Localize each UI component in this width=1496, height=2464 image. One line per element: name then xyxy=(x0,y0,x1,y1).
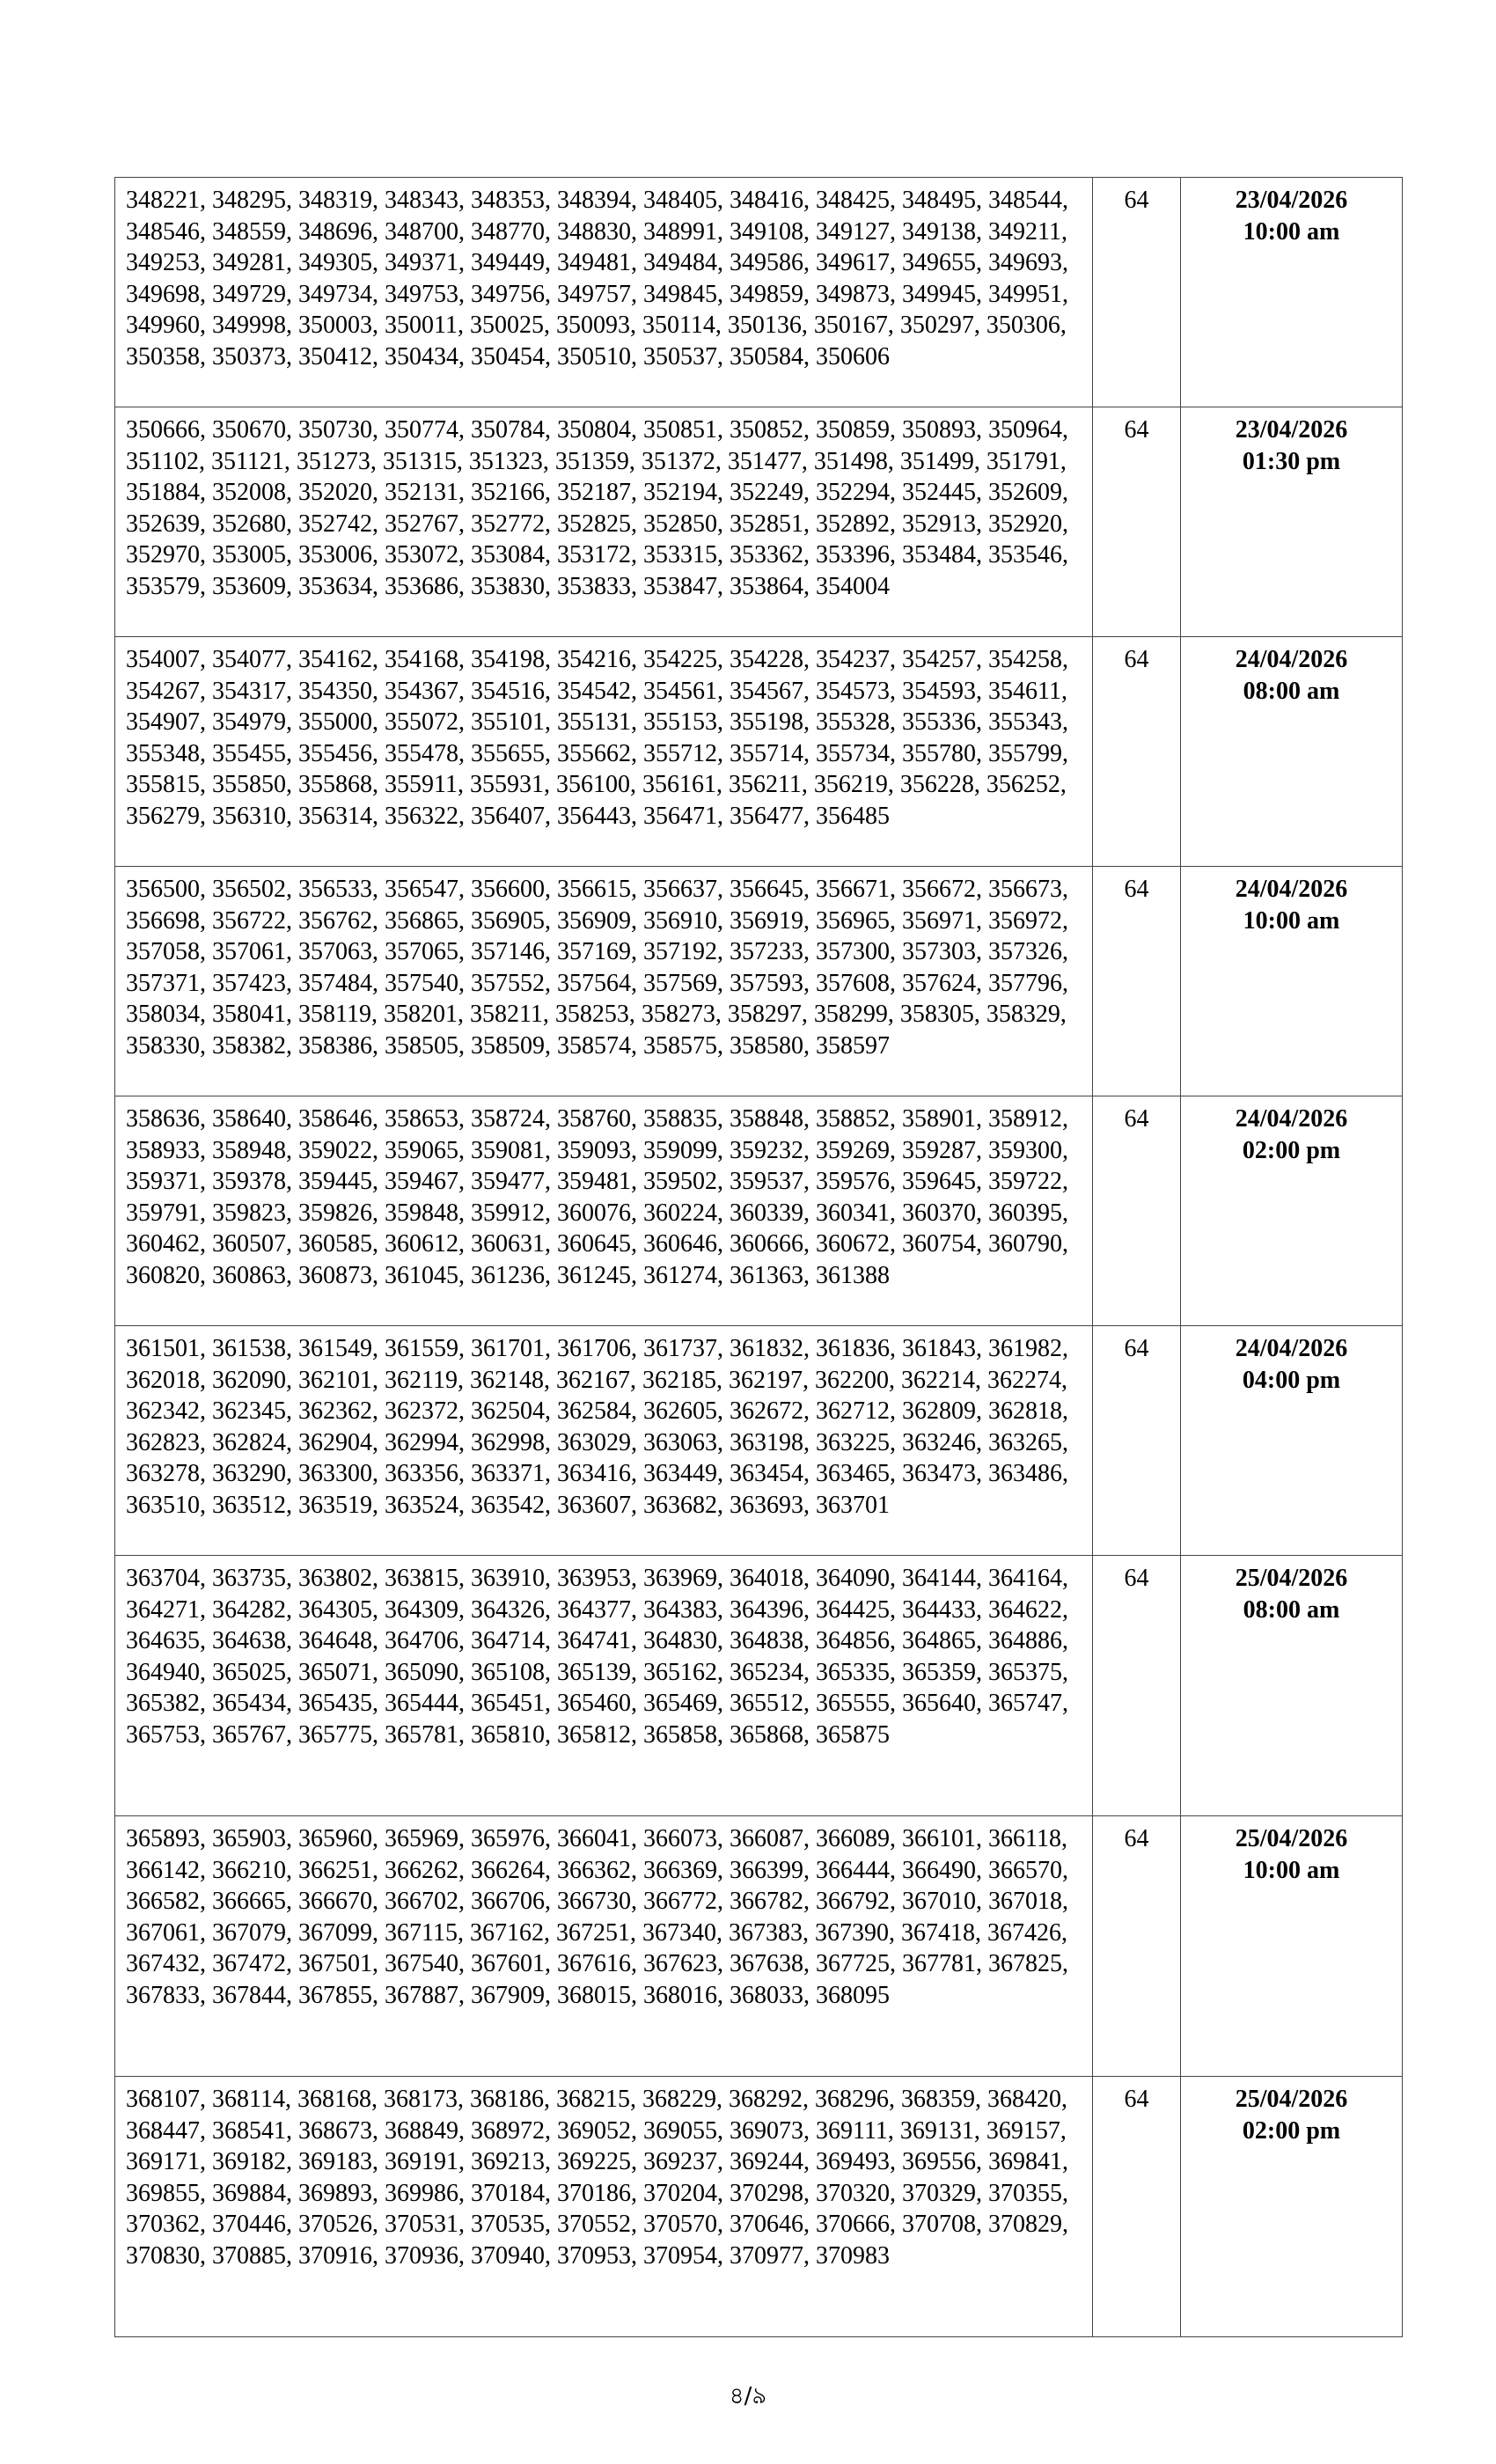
date-time-cell xyxy=(1181,1326,1403,1556)
exam-date: 23/04/2026 xyxy=(1235,187,1348,214)
candidate-count-cell: 64 xyxy=(1093,1556,1181,1816)
date-time-cell xyxy=(1181,407,1403,637)
candidate-count-cell: 64 xyxy=(1093,1816,1181,2077)
date-time-cell xyxy=(1181,178,1403,407)
roll-numbers-cell: 363704, 363735, 363802, 363815, 363910, 363953, 363969, 364018, 364090, 364144, 364164, 364271, 364282, 364305, 364309, 364326, 364377, 364383, 364396, 364425, 364433, 364622, 364635, 364638, 364648, 364706, 364714, 364741, 364830, 364838, 364856, 364865, 364886, 364940, 365025, 365071, 365090, 365108, 365139, 365162, 365234, 365335, 365359, 365375, 365382, 365434, 365435, 365444, 365451, 365460, 365469, 365512, 365555, 365640, 365747, 365753, 365767, 365775, 365781, 365810, 365812, 365858, 365868, 365875 xyxy=(115,1556,1093,1816)
candidate-count-cell: 64 xyxy=(1093,867,1181,1096)
table-row xyxy=(115,407,1403,637)
date-time-cell xyxy=(1181,1096,1403,1326)
candidate-count-cell: 64 xyxy=(1093,1326,1181,1556)
table-row xyxy=(115,178,1403,407)
table-row xyxy=(115,2077,1403,2337)
candidate-count-cell: 64 xyxy=(1093,637,1181,867)
page-number: ৪/৯ xyxy=(729,2383,767,2409)
table-row xyxy=(115,637,1403,867)
exam-time: 02:00 pm xyxy=(1242,1136,1341,1164)
date-time-cell xyxy=(1181,867,1403,1096)
roll-numbers-cell: 348221, 348295, 348319, 348343, 348353, 348394, 348405, 348416, 348425, 348495, 348544, 348546, 348559, 348696, 348700, 348770, 348830, 348991, 349108, 349127, 349138, 349211, 349253, 349281, 349305, 349371, 349449, 349481, 349484, 349586, 349617, 349655, 349693, 349698, 349729, 349734, 349753, 349756, 349757, 349845, 349859, 349873, 349945, 349951, 349960, 349998, 350003, 350011, 350025, 350093, 350114, 350136, 350167, 350297, 350306, 350358, 350373, 350412, 350434, 350454, 350510, 350537, 350584, 350606 xyxy=(115,178,1093,407)
candidate-count-cell: 64 xyxy=(1093,2077,1181,2337)
table-row xyxy=(115,1556,1403,1816)
exam-time: 10:00 am xyxy=(1243,906,1340,935)
roll-numbers-cell: 350666, 350670, 350730, 350774, 350784, 350804, 350851, 350852, 350859, 350893, 350964, 351102, 351121, 351273, 351315, 351323, 351359, 351372, 351477, 351498, 351499, 351791, 351884, 352008, 352020, 352131, 352166, 352187, 352194, 352249, 352294, 352445, 352609, 352639, 352680, 352742, 352767, 352772, 352825, 352850, 352851, 352892, 352913, 352920, 352970, 353005, 353006, 353072, 353084, 353172, 353315, 353362, 353396, 353484, 353546, 353579, 353609, 353634, 353686, 353830, 353833, 353847, 353864, 354004 xyxy=(115,407,1093,637)
exam-date: 24/04/2026 xyxy=(1235,1335,1348,1362)
roll-numbers-cell: 358636, 358640, 358646, 358653, 358724, 358760, 358835, 358848, 358852, 358901, 358912, 358933, 358948, 359022, 359065, 359081, 359093, 359099, 359232, 359269, 359287, 359300, 359371, 359378, 359445, 359467, 359477, 359481, 359502, 359537, 359576, 359645, 359722, 359791, 359823, 359826, 359848, 359912, 360076, 360224, 360339, 360341, 360370, 360395, 360462, 360507, 360585, 360612, 360631, 360645, 360646, 360666, 360672, 360754, 360790, 360820, 360863, 360873, 361045, 361236, 361245, 361274, 361363, 361388 xyxy=(115,1096,1093,1326)
table-row xyxy=(115,1326,1403,1556)
exam-date: 24/04/2026 xyxy=(1235,1105,1348,1133)
roll-numbers-cell: 365893, 365903, 365960, 365969, 365976, 366041, 366073, 366087, 366089, 366101, 366118, 366142, 366210, 366251, 366262, 366264, 366362, 366369, 366399, 366444, 366490, 366570, 366582, 366665, 366670, 366702, 366706, 366730, 366772, 366782, 366792, 367010, 367018, 367061, 367079, 367099, 367115, 367162, 367251, 367340, 367383, 367390, 367418, 367426, 367432, 367472, 367501, 367540, 367601, 367616, 367623, 367638, 367725, 367781, 367825, 367833, 367844, 367855, 367887, 367909, 368015, 368016, 368033, 368095 xyxy=(115,1816,1093,2077)
date-time-cell xyxy=(1181,637,1403,867)
exam-date: 24/04/2026 xyxy=(1235,876,1348,903)
date-time-cell xyxy=(1181,1816,1403,2077)
date-time-cell xyxy=(1181,1556,1403,1816)
exam-time: 01:30 pm xyxy=(1242,447,1341,475)
exam-time: 04:00 pm xyxy=(1242,1366,1341,1394)
exam-date: 23/04/2026 xyxy=(1235,416,1348,444)
exam-date: 24/04/2026 xyxy=(1235,646,1348,673)
candidate-count-cell: 64 xyxy=(1093,407,1181,637)
exam-time: 08:00 am xyxy=(1243,677,1340,705)
exam-time: 02:00 pm xyxy=(1242,2116,1341,2145)
exam-date: 25/04/2026 xyxy=(1235,2086,1348,2113)
exam-schedule-table xyxy=(114,177,1403,2337)
exam-date: 25/04/2026 xyxy=(1235,1825,1348,1852)
candidate-count-cell: 64 xyxy=(1093,178,1181,407)
roll-numbers-cell: 356500, 356502, 356533, 356547, 356600, 356615, 356637, 356645, 356671, 356672, 356673, 356698, 356722, 356762, 356865, 356905, 356909, 356910, 356919, 356965, 356971, 356972, 357058, 357061, 357063, 357065, 357146, 357169, 357192, 357233, 357300, 357303, 357326, 357371, 357423, 357484, 357540, 357552, 357564, 357569, 357593, 357608, 357624, 357796, 358034, 358041, 358119, 358201, 358211, 358253, 358273, 358297, 358299, 358305, 358329, 358330, 358382, 358386, 358505, 358509, 358574, 358575, 358580, 358597 xyxy=(115,867,1093,1096)
date-time-cell xyxy=(1181,2077,1403,2337)
table-row xyxy=(115,1816,1403,2077)
roll-numbers-cell: 368107, 368114, 368168, 368173, 368186, 368215, 368229, 368292, 368296, 368359, 368420, 368447, 368541, 368673, 368849, 368972, 369052, 369055, 369073, 369111, 369131, 369157, 369171, 369182, 369183, 369191, 369213, 369225, 369237, 369244, 369493, 369556, 369841, 369855, 369884, 369893, 369986, 370184, 370186, 370204, 370298, 370320, 370329, 370355, 370362, 370446, 370526, 370531, 370535, 370552, 370570, 370646, 370666, 370708, 370829, 370830, 370885, 370916, 370936, 370940, 370953, 370954, 370977, 370983 xyxy=(115,2077,1093,2337)
exam-time: 08:00 am xyxy=(1243,1595,1340,1624)
table-row xyxy=(115,1096,1403,1326)
exam-time: 10:00 am xyxy=(1243,1856,1340,1884)
table-row xyxy=(115,867,1403,1096)
exam-time: 10:00 am xyxy=(1243,217,1340,246)
roll-numbers-cell: 361501, 361538, 361549, 361559, 361701, 361706, 361737, 361832, 361836, 361843, 361982, 362018, 362090, 362101, 362119, 362148, 362167, 362185, 362197, 362200, 362214, 362274, 362342, 362345, 362362, 362372, 362504, 362584, 362605, 362672, 362712, 362809, 362818, 362823, 362824, 362904, 362994, 362998, 363029, 363063, 363198, 363225, 363246, 363265, 363278, 363290, 363300, 363356, 363371, 363416, 363449, 363454, 363465, 363473, 363486, 363510, 363512, 363519, 363524, 363542, 363607, 363682, 363693, 363701 xyxy=(115,1326,1093,1556)
exam-date: 25/04/2026 xyxy=(1235,1565,1348,1592)
roll-numbers-cell: 354007, 354077, 354162, 354168, 354198, 354216, 354225, 354228, 354237, 354257, 354258, 354267, 354317, 354350, 354367, 354516, 354542, 354561, 354567, 354573, 354593, 354611, 354907, 354979, 355000, 355072, 355101, 355131, 355153, 355198, 355328, 355336, 355343, 355348, 355455, 355456, 355478, 355655, 355662, 355712, 355714, 355734, 355780, 355799, 355815, 355850, 355868, 355911, 355931, 356100, 356161, 356211, 356219, 356228, 356252, 356279, 356310, 356314, 356322, 356407, 356443, 356471, 356477, 356485 xyxy=(115,637,1093,867)
candidate-count-cell: 64 xyxy=(1093,1096,1181,1326)
